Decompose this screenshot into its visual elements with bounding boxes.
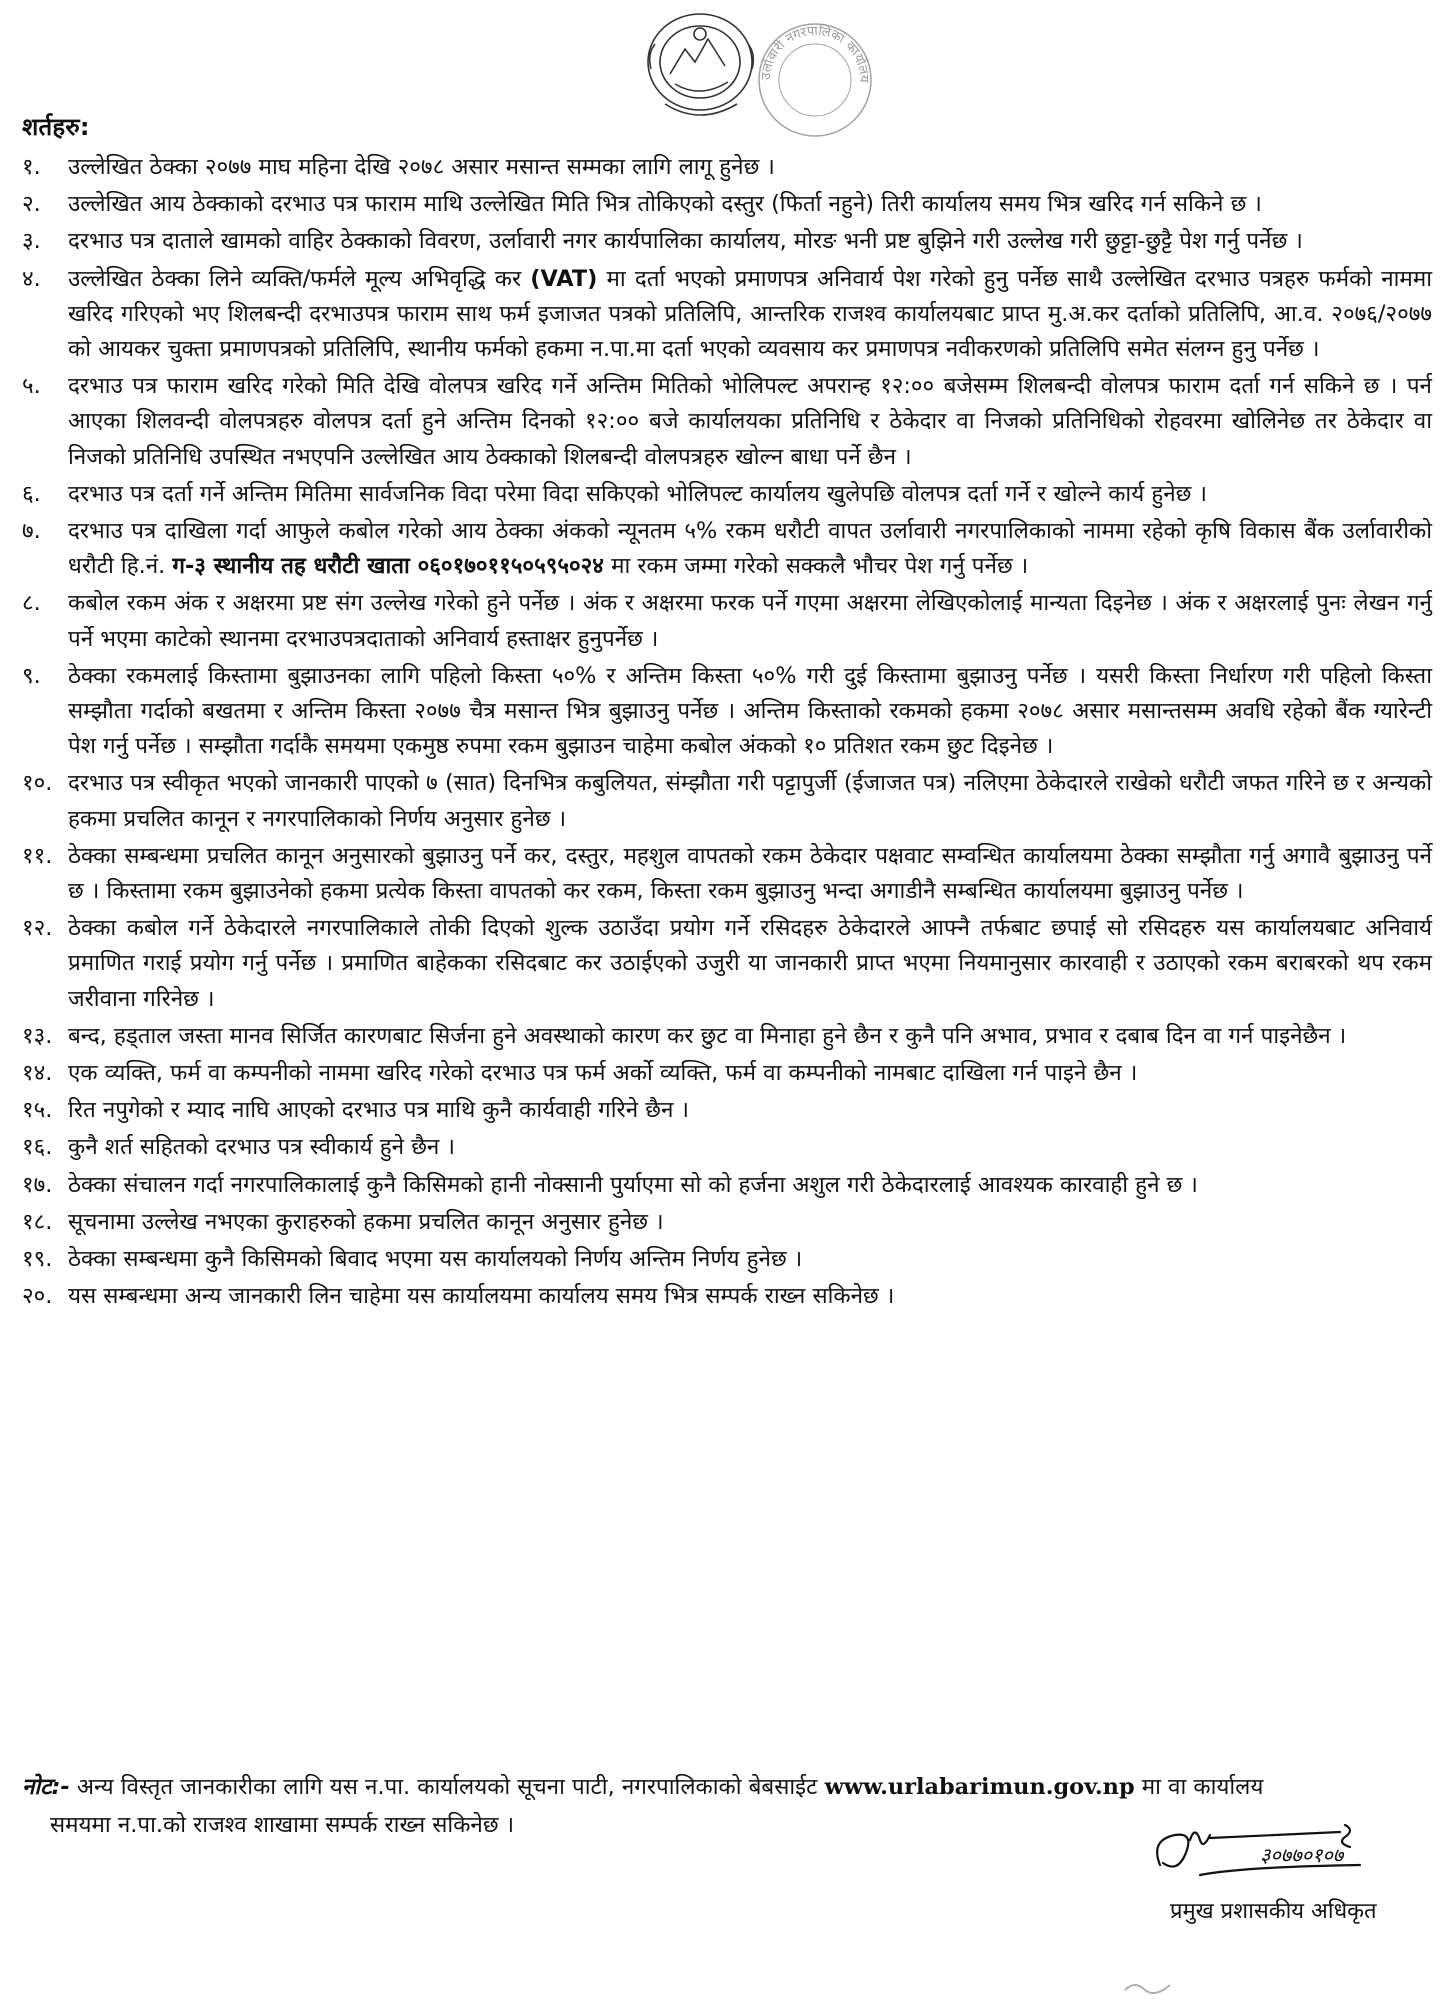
term-item	[22, 187, 1432, 222]
term-text: ठेक्का संचालन गर्दा नगरपालिकालाई कुनै किसिमको हानी नोक्सानी पुर्याएमा सो को हर्जना अशुल गरी ठेकेदारलाई आवश्यक कारवाही हुने छ ।	[68, 1171, 1198, 1198]
term-text: दरभाउ पत्र दर्ता गर्ने अन्तिम मितिमा सार्वजनिक विदा परेमा विदा सकिएको भोलिपल्ट कार्यालय खुलेपछि वोलपत्र दर्ता गर्ने र खोल्ने कार्य हुनेछ ।	[68, 480, 1207, 507]
term-number: ६.	[22, 480, 41, 507]
term-item	[22, 1130, 1432, 1165]
term-text: ठेक्का सम्बन्धमा कुनै किसिमको बिवाद भएमा यस कार्यालयको निर्णय अन्तिम निर्णय हुनेछ ।	[68, 1246, 803, 1273]
term-number: १७.	[22, 1171, 53, 1198]
term-item	[22, 224, 1432, 259]
vat-label: (VAT)	[530, 265, 598, 292]
office-stamp-icon	[750, 10, 880, 140]
term-text: कबोल रकम अंक र अक्षरमा प्रष्ट संग उल्लेख गरेको हुने पर्नेछ । अंक र अक्षरमा फरक पर्ने गएमा अक्षरमा लेखिएकोलाई मान्यता दिइनेछ । अंक र अक्षरलाई पुनः लेखन गर्नु पर्ने भएमा काटेको स्थानमा दरभाउपत्रदाताको अनिवार्य हस्ताक्षर हुनुपर्नेछ ।	[68, 590, 1432, 652]
term-number: ७.	[22, 518, 41, 545]
term-text	[68, 262, 1432, 368]
signature-date: ३०७७०१०७	[1260, 1843, 1344, 1867]
term-text: उल्लेखित आय ठेक्काको दरभाउ पत्र फाराम माथि उल्लेखित मिति भित्र तोकिएको दस्तुर (फिर्ता नहुने) तिरी कार्यालय समय भित्र खरिद गर्न सकिने छ ।	[68, 191, 1262, 218]
term-number: २०.	[22, 1283, 53, 1310]
term-text: बन्द, हड्ताल जस्ता मानव सिर्जित कारणबाट सिर्जना हुने अवस्थाको कारण कर छुट वा मिनाहा हुने छैन र कुनै पनि अभाव, प्रभाव र दबाब दिन वा गर्न पाइनेछैन ।	[68, 1022, 1347, 1049]
term-item	[22, 839, 1432, 909]
term-text-part: दरभाउ पत्र दाखिला गर्दा आफुले कबोल गरेको आय ठेक्का अंकको न्यूनतम ५% रकम धरौटी वापत उर्लावारी नगरपालिकाको नाममा रहेको कृषि विकास बैंक उर्लावारीको धरौटी हि.नं.	[68, 518, 1432, 580]
term-number: १५.	[22, 1097, 53, 1124]
signatory-title: प्रमुख प्रशासकीय अधिकृत	[1170, 1899, 1377, 1924]
term-number: १३.	[22, 1022, 53, 1049]
term-item	[22, 1168, 1432, 1203]
term-text-part: उल्लेखित ठेक्का लिने व्यक्ति/फर्मले मूल्य अभिवृद्धि कर	[68, 265, 522, 292]
smudge-mark	[1120, 1970, 1180, 2000]
term-text: कुनै शर्त सहितको दरभाउ पत्र स्वीकार्य हुने छैन ।	[68, 1134, 455, 1161]
term-text: ठेक्का रकमलाई किस्तामा बुझाउनका लागि पहिलो किस्ता ५०% र अन्तिम किस्ता ५०% गरी दुई किस्तामा बुझाउनु पर्नेछ । यसरी किस्ता निर्धारण गरी पहिलो किस्ता सम्झौता गर्दाको बखतमा र अन्तिम किस्ता २०७७ चैत्र मसान्त भित्र बुझाउनु पर्नेछ । अन्तिम किस्ताको रकमको हकमा २०७८ असार मसान्तसम्म अवधि रहेको बैंक ग्यारेन्टी पेश गर्नु पर्नेछ । सम्झौता गर्दाकै समयमा एकमुष्ठ रुपमा रकम बुझाउन चाहेमा कबोल अंकको १० प्रतिशत रकम छुट दिइनेछ ।	[68, 662, 1432, 760]
note-line-1	[22, 1768, 1427, 1806]
term-item	[22, 262, 1432, 368]
term-item	[22, 477, 1432, 512]
term-text: ठेक्का कबोल गर्ने ठेकेदारले नगरपालिकाले तोकी दिएको शुल्क उठाउँदा प्रयोग गर्ने रसिदहरु ठेकेदारले आफ्नै तर्फबाट छपाई सो रसिदहरु यस कार्यालयबाट अनिवार्य प्रमाणित गराई प्रयोग गर्नु पर्नेछ । प्रमाणित बाहेकका रसिदबाट कर उठाईएको उजुरी या जानकारी प्राप्त भएमा नियमानुसार कारवाही र उठाएको रकम बराबरको थप रकम जरीवाना गरिनेछ ।	[68, 915, 1432, 1012]
term-text: ठेक्का सम्बन्धमा प्रचलित कानून अनुसारको बुझाउनु पर्ने कर, दस्तुर, महशुल वापतको रकम ठेकेदार पक्षवाट सम्वन्धित कार्यालयमा ठेक्का सम्झौता गर्नु अगावै बुझाउनु पर्ने छ । किस्तामा रकम बुझाउनेको हकमा प्रत्येक किस्ता वापतको कर रकम, किस्ता रकम बुझाउनु भन्दा अगाडीनै सम्बन्धित कार्यालयमा बुझाउनु पर्नेछ ।	[68, 842, 1432, 905]
term-text: दरभाउ पत्र फाराम खरिद गरेको मिति देखि वोलपत्र खरिद गर्ने अन्तिम मितिको भोलिपल्ट अपरान्ह १२:०० बजेसम्म शिलबन्दी वोलपत्र फाराम दर्ता गर्न सकिने छ । पर्न आएका शिलवन्दी वोलपत्रहरु वोलपत्र दर्ता हुने अन्तिम दिनको १२:०० बजे कार्यालयका प्रतिनिधि र ठेकेदार वा निजको प्रतिनिधिको रोहवरमा खोलिनेछ तर ठेकेदार वा निजको प्रतिनिधि उपस्थित नभएपनि उल्लेखित आय ठेक्काको शिलबन्दी वोलपत्रहरु खोल्न बाधा पर्ने छैन ।	[68, 373, 1432, 470]
term-number: ८.	[22, 590, 41, 617]
term-text-part: मा रकम जम्मा गरेको सक्कलै भौचर पेश गर्नु पर्नेछ ।	[611, 553, 1029, 580]
term-text: एक व्यक्ति, फर्म वा कम्पनीको नाममा खरिद गरेको दरभाउ पत्र फर्म अर्को व्यक्ति, फर्म वा कम्पनीको नामबाट दाखिला गर्न पाइने छैन ।	[68, 1060, 1138, 1087]
website-link[interactable]: www.urlabarimun.gov.np	[824, 1774, 1135, 1800]
term-item	[22, 369, 1432, 475]
term-item	[22, 766, 1432, 836]
term-number: १२.	[22, 915, 53, 942]
stamp-text: उर्लावारी नगरपालिका कार्यालय	[758, 23, 872, 83]
term-item	[22, 659, 1432, 765]
term-item	[22, 514, 1432, 584]
conditions-list	[22, 150, 1432, 1317]
term-item	[22, 1205, 1432, 1240]
term-item	[22, 1056, 1432, 1091]
note-text: मा वा कार्यालय	[1141, 1774, 1264, 1800]
term-text: दरभाउ पत्र स्वीकृत भएको जानकारी पाएको ७ (सात) दिनभित्र कबुलियत, संम्झौता गरी पट्टापुर्जी (ईजाजत पत्र) नलिएमा ठेकेदारले राखेको धरौटी जफत गरिने छ र अन्यको हकमा प्रचलित कानून र नगरपालिकाको निर्णय अनुसार हुनेछ ।	[68, 770, 1432, 832]
term-text	[68, 514, 1432, 584]
term-number: ९.	[22, 662, 41, 689]
term-number: २.	[22, 191, 41, 218]
conditions-heading: शर्तहरु:	[22, 113, 90, 141]
term-item	[22, 1093, 1432, 1128]
term-text: दरभाउ पत्र दाताले खामको वाहिर ठेक्काको विवरण, उर्लावारी नगर कार्यपालिका कार्यालय, मोरङ भनी प्रष्ट बुझिने गरी उल्लेख गरी छुट्टा-छुट्टै पेश गर्नु पर्नेछ ।	[68, 228, 1303, 255]
term-item	[22, 150, 1432, 185]
term-text: रित नपुगेको र म्याद नाघि आएको दरभाउ पत्र माथि कुनै कार्यवाही गरिने छैन ।	[68, 1097, 689, 1124]
note-line-2: समयमा न.पा.को राजश्व शाखामा सम्पर्क राख्न सकिनेछ ।	[50, 1812, 515, 1838]
term-text: सूचनामा उल्लेख नभएका कुराहरुको हकमा प्रचलित कानून अनुसार हुनेछ ।	[68, 1208, 664, 1235]
svg-text:उर्लावारी नगरपालिका कार्यालय	[759, 23, 871, 83]
term-number: १९.	[22, 1246, 53, 1273]
term-number: ११.	[22, 842, 53, 869]
note-label: नोट:-	[22, 1774, 70, 1800]
term-text: उल्लेखित ठेक्का २०७७ माघ महिना देखि २०७८ असार मसान्त सम्मका लागि लागू हुनेछ ।	[68, 154, 775, 180]
term-text-part: मा दर्ता भएको प्रमाणपत्र अनिवार्य पेश गरेको हुनु पर्नेछ साथै उल्लेखित दरभाउ पत्रहरु फर्मको नाममा खरिद गरिएको भए शिलबन्दी दरभाउपत्र फाराम साथ फर्म इजाजत पत्रको प्रतिलिपि, आन्तरिक राजश्व कार्यालयबाट प्राप्त मु.अ.कर दर्ताको प्रतिलिपि, आ.व. २०७६/२०७७ को आयकर चुक्ता प्रमाणपत्रको प्रतिलिपि, स्थानीय फर्मको हकमा न.पा.मा दर्ता भएको व्यवसाय कर प्रमाणपत्र नवीकरणको प्रतिलिपि समेत संलग्न हुनु पर्नेछ ।	[68, 265, 1433, 363]
term-text: यस सम्बन्धमा अन्य जानकारी लिन चाहेमा यस कार्यालयमा कार्यालय समय भित्र सम्पर्क राख्न सकिनेछ ।	[68, 1283, 895, 1310]
term-number: ५.	[22, 373, 41, 400]
term-number: १६.	[22, 1134, 53, 1161]
term-number: १८.	[22, 1208, 53, 1235]
note-text: अन्य विस्तृत जानकारीका लागि यस न.पा. कार्यालयको सूचना पाटी, नगरपालिकाको बेबसाईट	[76, 1774, 818, 1800]
term-number: ३.	[22, 228, 41, 255]
term-item	[22, 911, 1432, 1017]
term-item	[22, 1019, 1432, 1054]
term-number: १४.	[22, 1060, 53, 1087]
deposit-account-label: ग-३ स्थानीय तह धरौटी खाता ०६०१७०११५०५९५०२४	[172, 553, 604, 580]
signature-icon	[1140, 1810, 1400, 1890]
term-number: १०.	[22, 770, 53, 797]
term-item	[22, 586, 1432, 656]
term-item	[22, 1242, 1432, 1277]
term-number: ४.	[22, 265, 41, 292]
term-number: १.	[22, 154, 41, 180]
term-item	[22, 1279, 1432, 1314]
